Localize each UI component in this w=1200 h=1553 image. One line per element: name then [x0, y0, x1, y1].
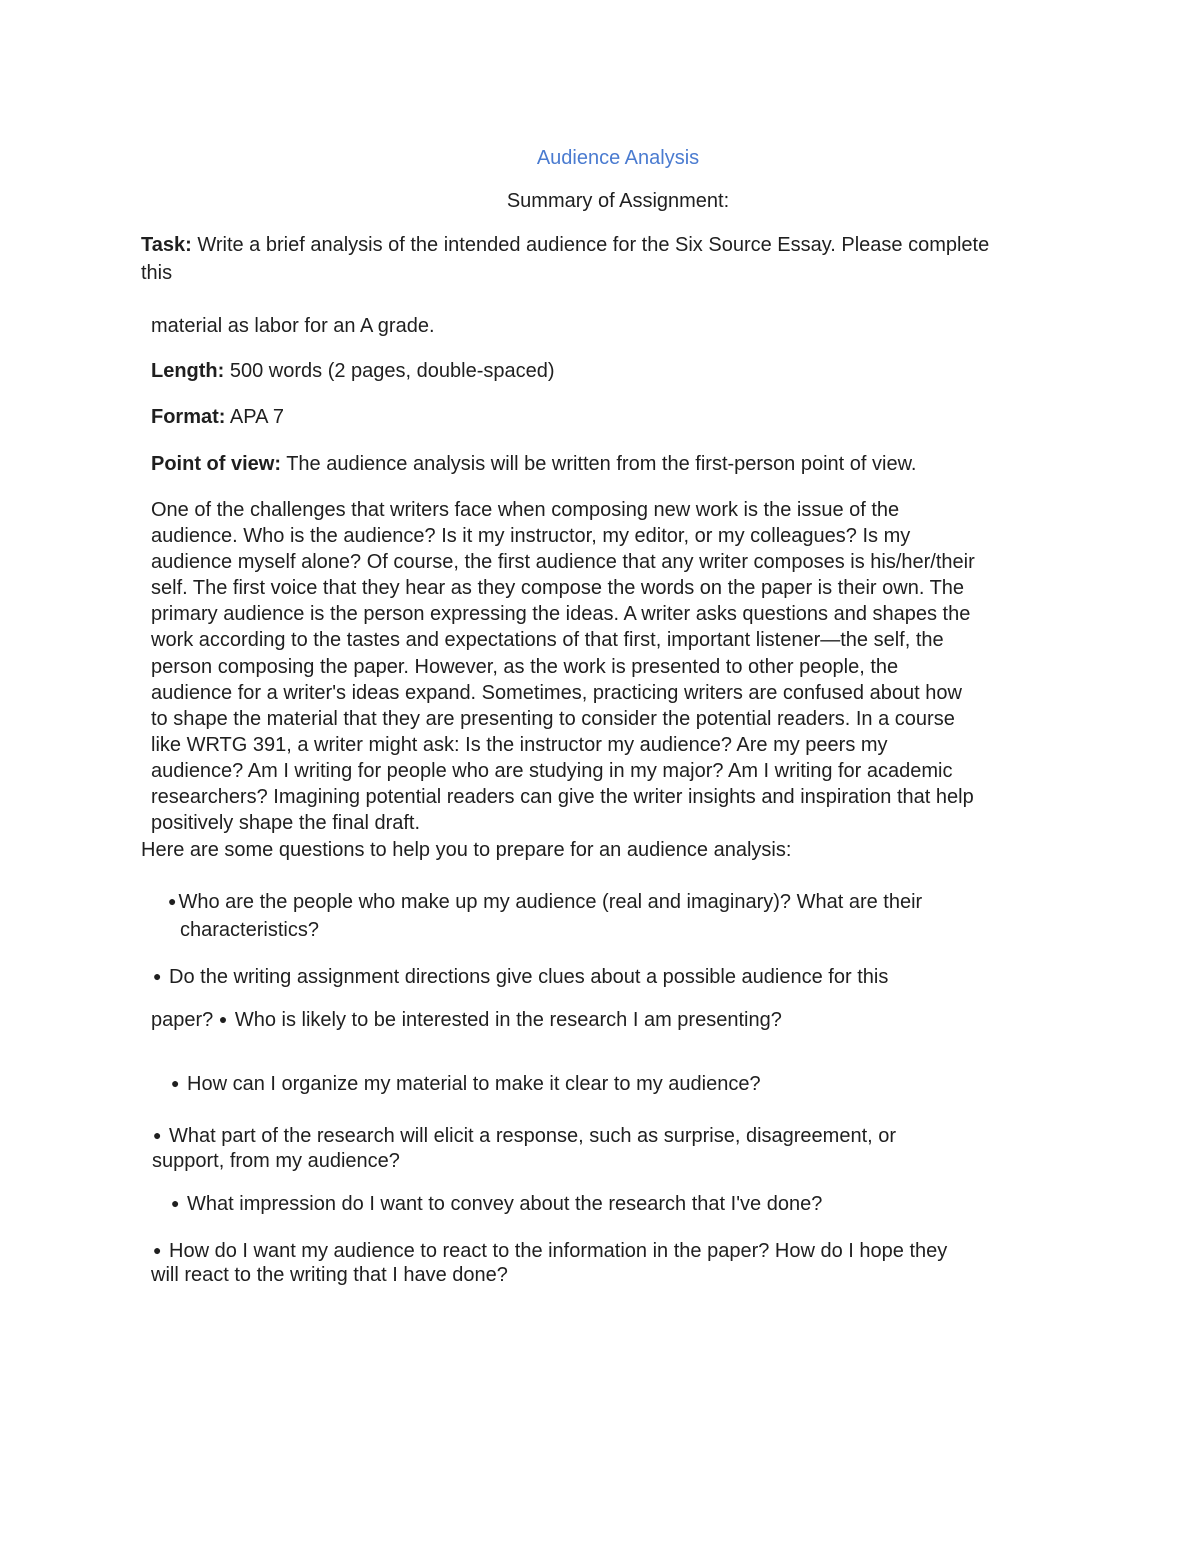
paragraph-line: researchers? Imagining potential readers can give the writer insights and inspiration that help — [151, 786, 974, 809]
task-line-continued: this — [141, 262, 173, 284]
paragraph-line: person composing the paper. However, as the work is presented to other people, the — [151, 655, 899, 678]
bullet-icon: ● — [218, 1011, 228, 1027]
bullet-icon: ● — [171, 1075, 180, 1091]
bullet-icon: ● — [153, 1127, 162, 1143]
paragraph-line: to shape the material that they are presenting to consider the potential readers. In a course — [151, 707, 955, 730]
document-subtitle: Summary of Assignment: — [506, 190, 730, 212]
point-of-view-line — [151, 451, 917, 477]
paragraph-line: like WRTG 391, a writer might ask: Is the instructor my audience? Are my peers my — [151, 733, 888, 756]
question-text-continued: paper? — [151, 1009, 219, 1031]
format-label: Format: — [151, 406, 226, 428]
paragraph-line: work according to the tastes and expectations of that first, important listener—the self, the — [151, 629, 944, 652]
question-text: What part of the research will elicit a response, such as surprise, disagreement, or — [163, 1125, 897, 1147]
question-item — [151, 1006, 782, 1033]
paragraph-line: audience. Who is the audience? Is it my instructor, my editor, or my colleagues? Is my — [151, 525, 911, 548]
format-line — [151, 404, 284, 430]
question-text: Who are the people who make up my audience (real and imaginary)? What are their — [178, 891, 923, 913]
bullet-icon: ● — [153, 968, 162, 984]
format-value: APA 7 — [225, 406, 285, 428]
length-line — [151, 358, 555, 384]
paragraph-line: audience for a writer's ideas expand. Sometimes, practicing writers are confused about how — [151, 681, 962, 704]
bullet-icon: ● — [168, 893, 177, 909]
paragraph-line: primary audience is the person expressing the ideas. A writer asks questions and shapes the — [151, 603, 971, 626]
task-label: Task: — [141, 234, 192, 256]
paragraph-line: One of the challenges that writers face when composing new work is the issue of the — [151, 499, 900, 521]
point-of-view-value: The audience analysis will be written from the first-person point of view. — [281, 453, 917, 475]
length-value: 500 words (2 pages, double-spaced) — [224, 360, 555, 382]
paragraph-line: positively shape the final draft. — [151, 812, 421, 835]
paragraph-line: self. The first voice that they hear as they compose the words on the paper is their own. The — [151, 577, 965, 600]
document-title: Audience Analysis — [536, 147, 700, 169]
task-line — [141, 232, 989, 258]
question-text-continued: characteristics? — [180, 919, 319, 941]
question-text: How do I want my audience to react to the information in the paper? How do I hope they — [163, 1240, 948, 1262]
paragraph-line: audience myself alone? Of course, the first audience that any writer composes is his/her/their — [151, 551, 975, 574]
question-text: How can I organize my material to make it clear to my audience? — [181, 1073, 761, 1095]
questions-intro: Here are some questions to help you to prepare for an audience analysis: — [141, 839, 792, 861]
question-item — [153, 963, 888, 990]
question-text: Do the writing assignment directions give clues about a possible audience for this — [163, 966, 889, 988]
bullet-icon: ● — [171, 1195, 180, 1211]
question-text: Who is likely to be interested in the research I am presenting? — [229, 1009, 782, 1031]
question-item — [153, 1237, 947, 1264]
question-item — [171, 1190, 822, 1217]
question-item — [168, 888, 922, 915]
task-text: Write a brief analysis of the intended audience for the Six Source Essay. Please complete — [191, 234, 990, 256]
task-line-material: material as labor for an A grade. — [151, 315, 435, 337]
bullet-icon: ● — [153, 1242, 162, 1258]
question-item — [153, 1122, 896, 1149]
paragraph-line: audience? Am I writing for people who are studying in my major? Am I writing for academic — [151, 759, 953, 782]
question-item — [171, 1070, 761, 1097]
question-text-continued: will react to the writing that I have done? — [151, 1264, 508, 1286]
body-paragraph — [151, 497, 1051, 836]
length-label: Length: — [151, 360, 225, 382]
question-text-continued: support, from my audience? — [152, 1150, 400, 1172]
point-of-view-label: Point of view: — [151, 453, 281, 475]
question-text: What impression do I want to convey about the research that I've done? — [181, 1193, 823, 1215]
